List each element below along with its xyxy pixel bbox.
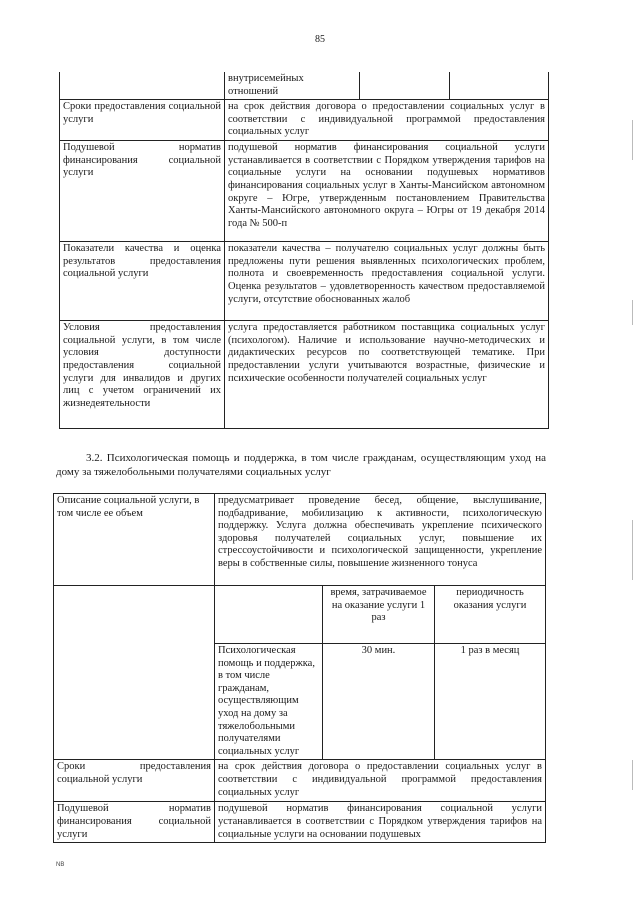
row-label: Условия предоставления социальной услуги, в том числе условия доступности предоставления социальной услуги для инвалидов и других лиц с учетом ограничений их жизнедеятельности — [60, 321, 225, 429]
empty-cell — [360, 72, 450, 100]
scan-edge-marks — [630, 0, 636, 905]
row-value: на срок действия договора о предоставлении социальных услуг в соответствии с индивидуальной программой предоставления социальных услуг — [225, 100, 549, 141]
row-value: предусматривает проведение бесед, общение, выслушивание, подбадривание, мобилизацию к активности, психологическую поддержку. Услуга должна обеспечивать укрепление психического здоровья получателей социальных услуг, повышение их стрессоустойчивости и психологической защищенности, укрепление веры в собственные силы, повышение жизненного тонуса — [215, 494, 546, 586]
empty-cell — [450, 72, 549, 100]
service-frequency: 1 раз в месяц — [435, 644, 546, 760]
row-value: услуга предоставляется работником поставщика социальных услуг (психологом). Наличие и использование научно-методических и дидактических ресурсов по соответствующей тематике. При предоставлении услуги учитываются возрастные, физические и психические особенности получателей социальных услуг — [225, 321, 549, 429]
row-value: показатели качества – получателю социальных услуг должны быть предложены пути решения выявленных психологических проблем, полнота и своевременность предоставления социальной услуги. Оценка результатов – удовлетворенность качеством предоставляемой услуги, отсутствие обоснованных жалоб — [225, 242, 549, 321]
footer-mark: NB — [56, 862, 65, 868]
service-name: Психологическая помощь и поддержка, в том числе гражданам, осуществляющим уход на дому за тяжелобольными получателями социальных услуг — [215, 644, 323, 760]
page-number: 85 — [315, 34, 325, 45]
row-value: на срок действия договора о предоставлении социальных услуг в соответствии с индивидуальной программой предоставления социальных услуг — [215, 760, 546, 802]
row-label: Сроки предоставления социальной услуги — [54, 760, 215, 802]
empty-cell — [60, 72, 225, 100]
empty-cell — [54, 586, 215, 760]
continuation-cell: внутрисемейных отношений — [225, 72, 360, 100]
row-label: Описание социальной услуги, в том числе ее объем — [54, 494, 215, 586]
section-heading-text: 3.2. Психологическая помощь и поддержка, в том числе гражданам, осуществляющим уход на дому за тяжелобольными получателями социальных услуг — [56, 452, 546, 478]
top-service-table — [59, 72, 549, 429]
section-heading — [56, 452, 546, 479]
row-label: Подушевой норматив финансирования социальной услуги — [60, 141, 225, 242]
bottom-service-table — [53, 493, 546, 843]
row-label: Показатели качества и оценка результатов предоставления социальной услуги — [60, 242, 225, 321]
time-header: время, затрачиваемое на оказание услуги 1 раз — [323, 586, 435, 644]
empty-cell — [215, 586, 323, 644]
row-label: Подушевой норматив финансирования социальной услуги — [54, 802, 215, 843]
row-value: подушевой норматив финансирования социальной услуги устанавливается в соответствии с Порядком утверждения тарифов на социальные услуги на основании подушевых нормативов финансирования социальных услуг в Ханты-Мансийском автономном округе – Югре, утвержденным постановлением Правительства Ханты-Мансийского автономного округа – Югры от 19 декабря 2014 года № 500-п — [225, 141, 549, 242]
row-label: Сроки предоставления социальной услуги — [60, 100, 225, 141]
service-time: 30 мин. — [323, 644, 435, 760]
row-value: подушевой норматив финансирования социальной услуги устанавливается в соответствии с Порядком утверждения тарифов на социальные услуги на основании подушевых — [215, 802, 546, 843]
frequency-header: периодичность оказания услуги — [435, 586, 546, 644]
